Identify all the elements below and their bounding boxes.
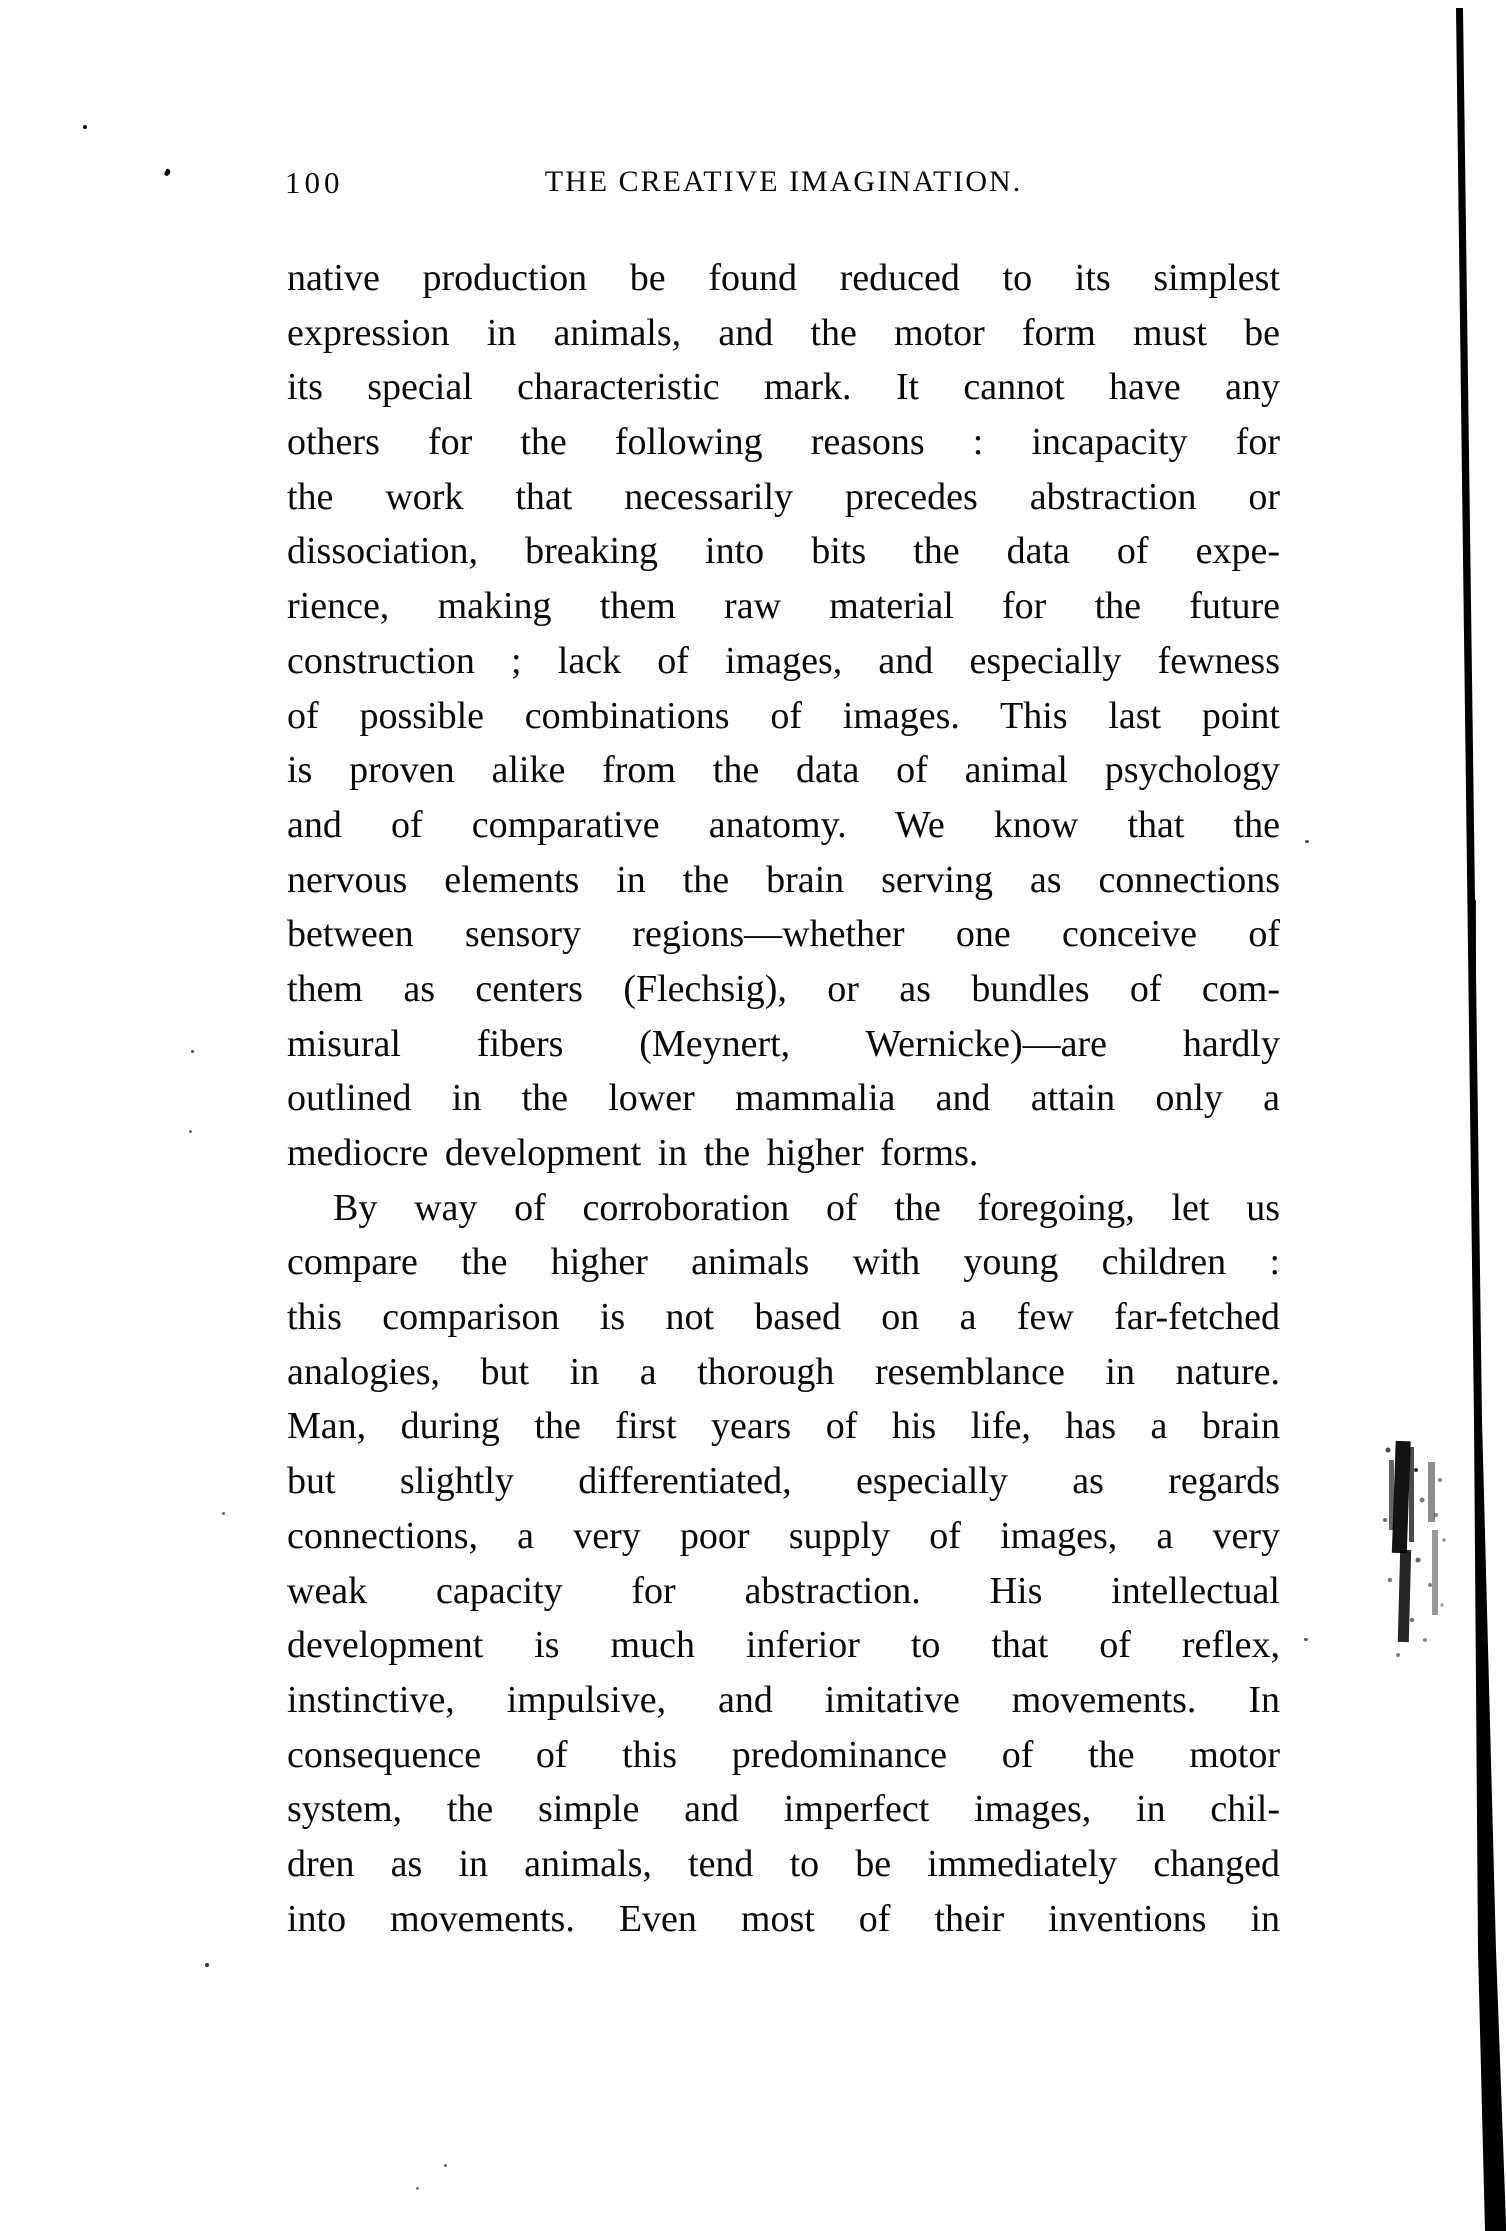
text-line: misural fibers (Meynert, Wernicke)—are hardly [287,1022,1280,1065]
page-number: 100 [285,165,344,200]
text-line: system, the simple and imperfect images, in chil- [287,1788,1280,1831]
text-line: dren as in animals, tend to be immediately changed [287,1842,1280,1885]
text-line: expression in animals, and the motor form must be [287,311,1280,354]
body-text [287,251,1280,1946]
running-title: THE CREATIVE IMAGINATION. [544,165,1023,198]
scan-speck [1304,1638,1308,1641]
text-line: them as centers (Flechsig), or as bundles of com- [287,967,1280,1010]
text-line: into movements. Even most of their inventions in [287,1897,1280,1940]
scan-speck [205,1963,209,1967]
text-line: connections, a very poor supply of images, a very [287,1514,1280,1557]
text-line-paragraph-end: mediocre development in the higher forms. [287,1132,979,1174]
text-line: development is much inferior to that of reflex, [287,1624,1280,1667]
scan-speck [416,2187,419,2190]
page-edge-line [1456,8,1506,2231]
scan-speck [189,1130,192,1133]
scan-speck [1305,840,1309,843]
scan-speck [444,2164,447,2167]
ink-smudge [1383,1441,1446,1657]
text-line: this comparison is not based on a few far-fetched [287,1296,1280,1339]
scan-speck [222,1512,225,1515]
text-line: between sensory regions—whether one conceive of [287,913,1280,956]
text-line: its special characteristic mark. It cannot have any [287,366,1280,409]
text-line: instinctive, impulsive, and imitative movements. In [287,1678,1280,1721]
scan-speck [164,168,171,176]
text-line: consequence of this predominance of the motor [287,1733,1280,1776]
text-line: rience, making them raw material for the future [287,585,1280,628]
text-line: compare the higher animals with young children : [287,1241,1280,1284]
text-line: construction ; lack of images, and especially fewness [287,639,1280,682]
text-line: Man, during the first years of his life, has a brain [287,1405,1280,1448]
text-line: but slightly differentiated, especially as regards [287,1460,1280,1503]
text-line: native production be found reduced to its simplest [287,257,1280,299]
text-line: outlined in the lower mammalia and attain only a [287,1077,1280,1120]
text-line: and of comparative anatomy. We know that the [287,803,1280,846]
text-line: of possible combinations of images. This last point [287,694,1280,737]
scan-speck [83,125,87,129]
text-line-paragraph-start: By way of corroboration of the foregoing, let us [333,1186,1280,1229]
text-line: nervous elements in the brain serving as connections [287,858,1280,901]
scan-speck [191,1050,194,1053]
text-line: analogies, but in a thorough resemblance in nature. [287,1350,1280,1393]
text-line: dissociation, breaking into bits the data of expe- [287,530,1280,573]
text-line: is proven alike from the data of animal psychology [287,749,1280,792]
text-line: weak capacity for abstraction. His intellectual [287,1569,1280,1612]
text-line: the work that necessarily precedes abstraction or [287,475,1280,518]
text-line: others for the following reasons : incapacity for [287,421,1280,464]
